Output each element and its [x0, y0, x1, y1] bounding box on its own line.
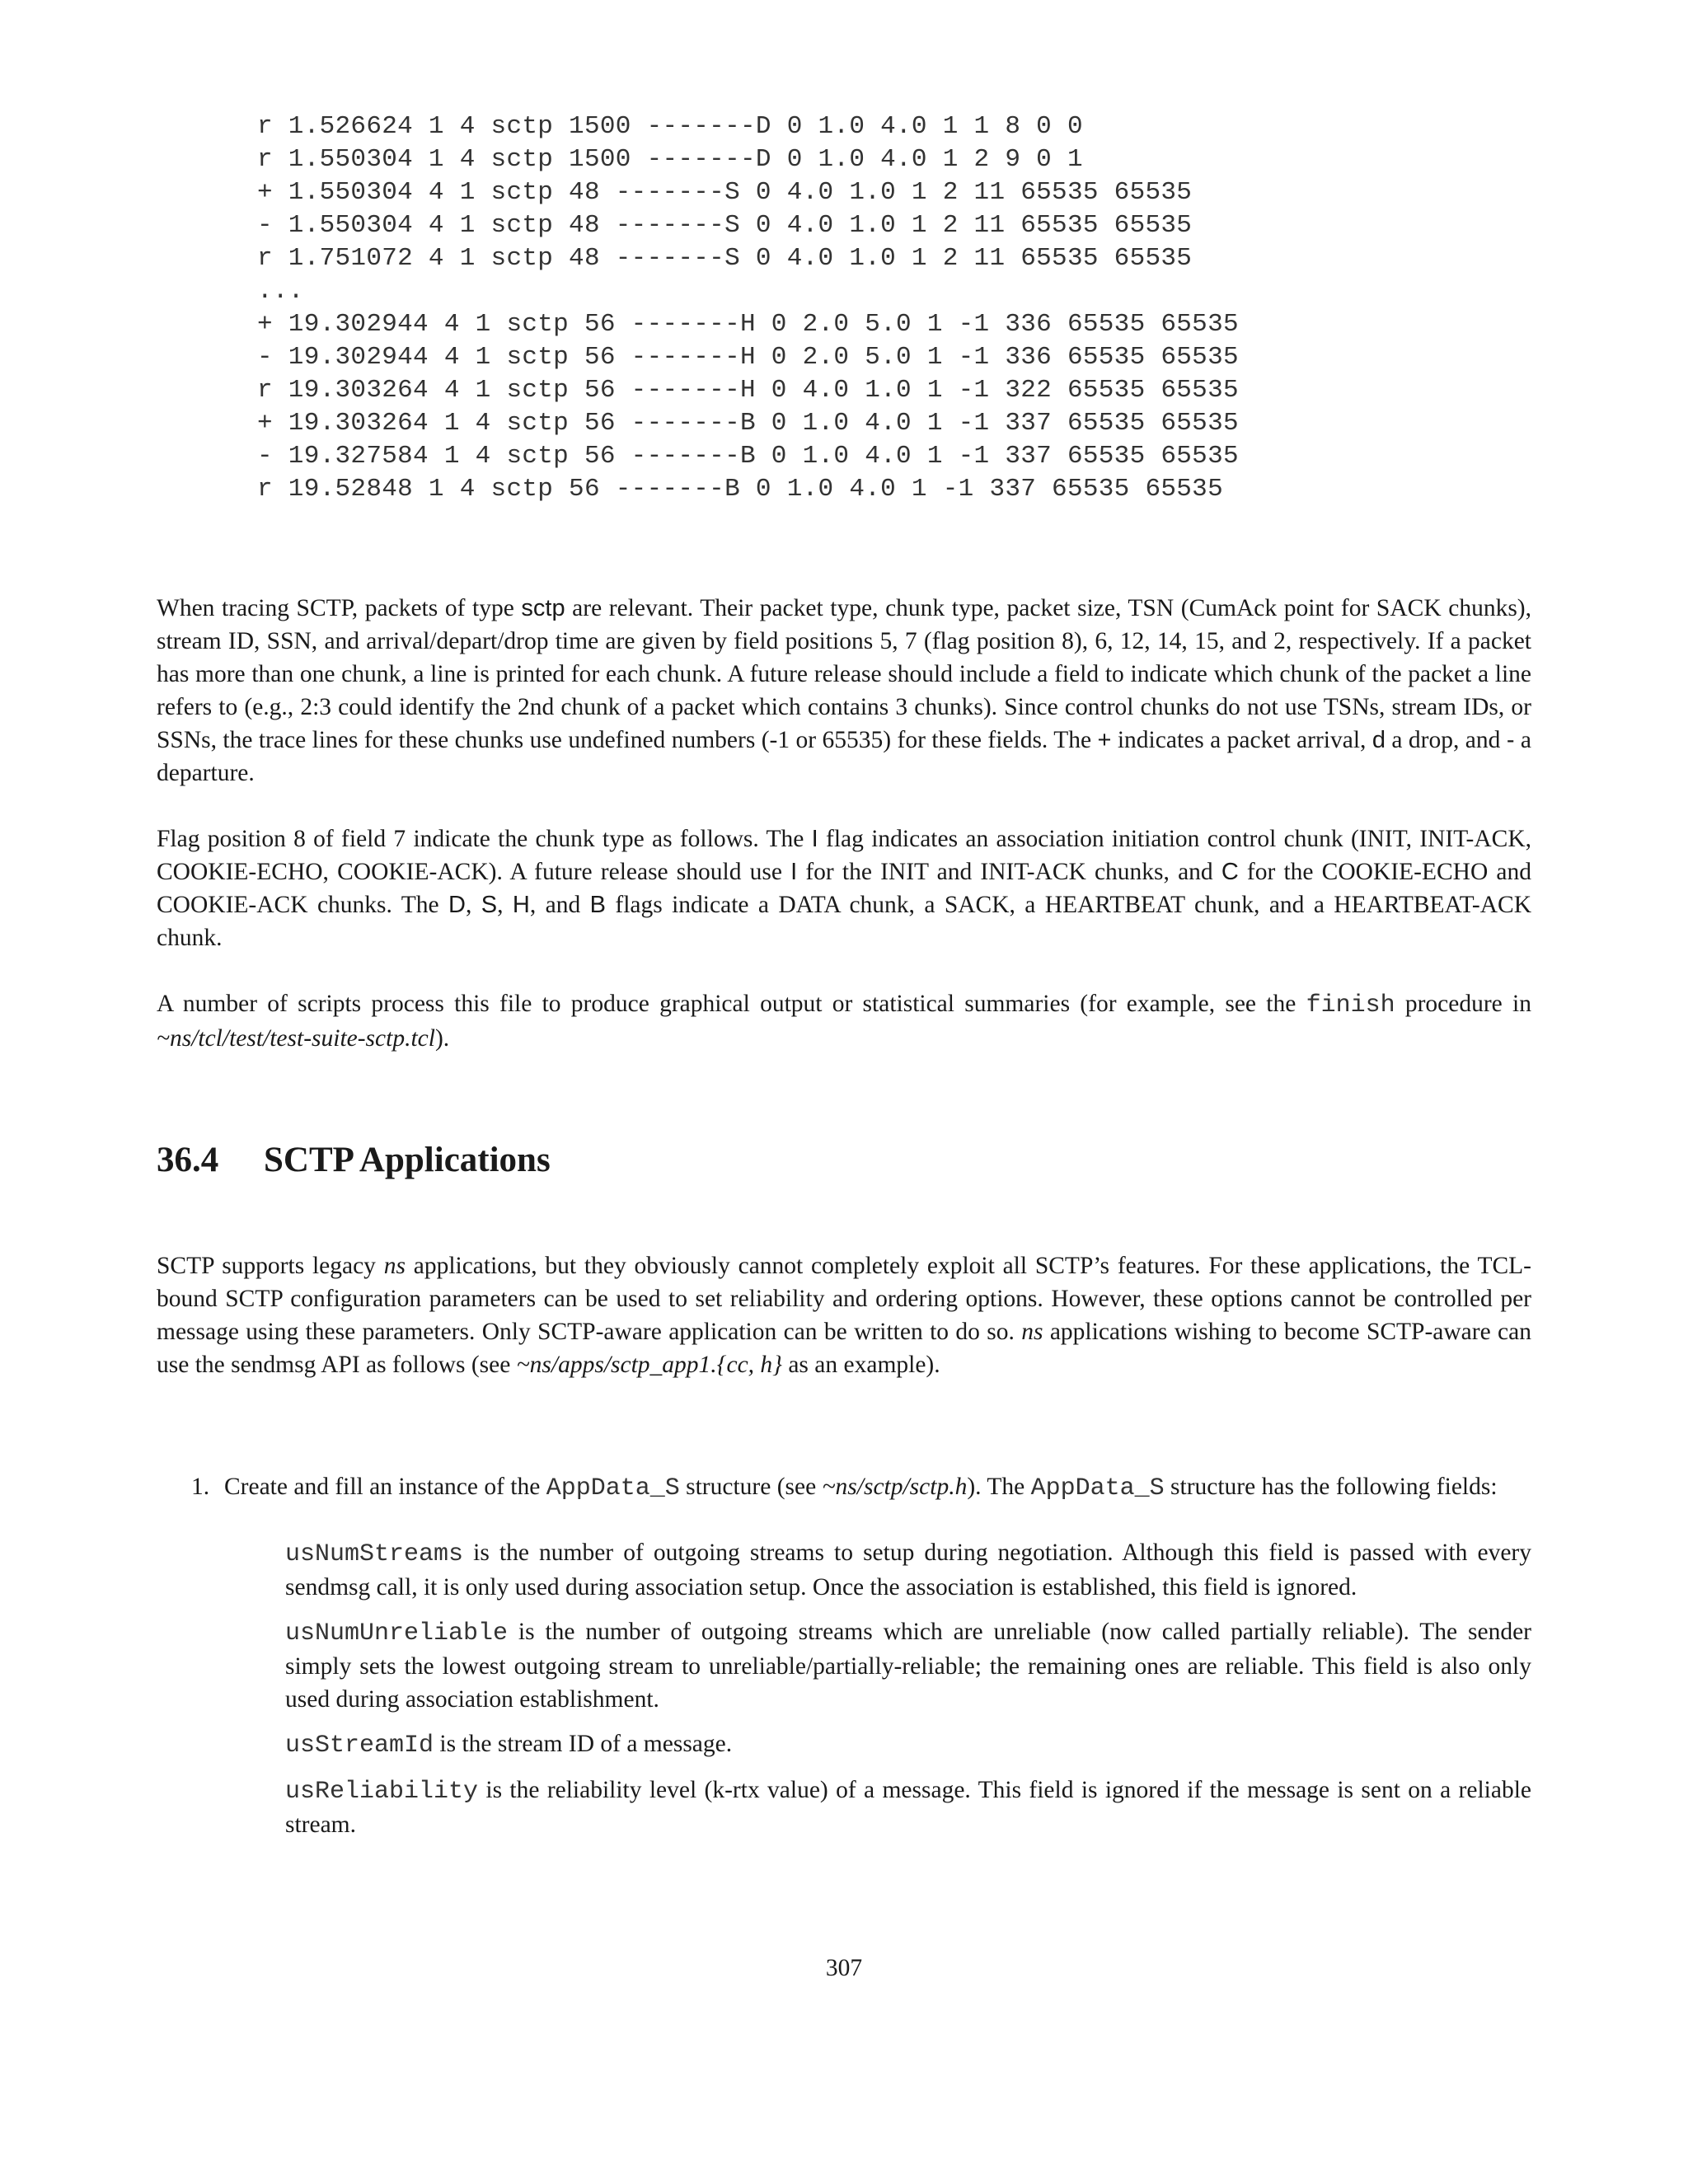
inline-code: d [1372, 727, 1386, 753]
trace-line: r 19.52848 1 4 sctp 56 -------B 0 1.0 4.0 1 -1 337 65535 65535 [257, 475, 1223, 504]
inline-code: I [811, 826, 818, 852]
inline-code: - [1506, 727, 1515, 753]
section-title: SCTP Applications [264, 1141, 551, 1179]
trace-line: + 1.550304 4 1 sctp 48 -------S 0 4.0 1.0 1 2 11 65535 65535 [257, 178, 1193, 207]
list-item [157, 1470, 1531, 1841]
paragraph-applications-intro: SCTP supports legacy ns applications, but they obviously cannot completely exploit all SCTP’s features. For these applications, the TCL-bound SCTP configuration parameters can be used to set reliability and ordering options. However, these options cannot be controlled per message using these parameters. Only SCTP-aware application can be written to do so. ns applications wishing to become SCTP-aware can use the sendmsg API as follows (see ~ns/apps/sctp_app1.{cc, h} as an example). [157, 1253, 1531, 1378]
inline-code: C [1221, 859, 1239, 885]
inline-code: sctp [521, 595, 565, 621]
inline-code: AppData_S [1030, 1474, 1165, 1502]
paragraph-trace-fields: When tracing SCTP, packets of type sctp are relevant. Their packet type, chunk type, packet size, TSN (CumAck point for SACK chunks), stream ID, SSN, and arrival/depart/drop time are given by field positions 5, 7 (flag position 8), 6, 12, 14, 15, and 2, respectively. If a packet has more than one chunk, a line is printed for each chunk. A future release should include a field to indicate which chunk of the packet a line refers to (e.g., 2:3 could identify the 2nd chunk of a packet which contains 3 chunks). Since control chunks do not use TSNs, stream IDs, or SSNs, the trace lines for these chunks use undefined numbers (-1 or 65535) for these fields. The + indicates a packet arrival, d a drop, and - a departure. [157, 595, 1532, 786]
paragraph-scripts: A number of scripts process this file to produce graphical output or statistical summaries (for example, see the finish procedure in ~ns/tcl/test/test-suite-sctp.tcl). [157, 991, 1531, 1052]
list-item-text: Create and fill an instance of the AppData_S structure (see ~ns/sctp/sctp.h). The AppData_S structure has the following fields: [224, 1474, 1498, 1502]
section-heading [157, 1137, 551, 1183]
numbered-list [157, 1470, 1531, 1853]
paragraph-chunk-flags: Flag position 8 of field 7 indicate the chunk type as follows. The I flag indicates an association initiation control chunk (INIT, INIT-ACK, COOKIE-ECHO, COOKIE-ACK). A future release should use I for the INIT and INIT-ACK chunks, and C for the COOKIE-ECHO and COOKIE-ACK chunks. The D, S, H, and B flags indicate a DATA chunk, a SACK, a HEARTBEAT chunk, and a HEARTBEAT-ACK chunk. [157, 826, 1532, 951]
field-description: usNumUnreliable is the number of outgoing streams which are unreliable (now called partially reliable). The sender simply sets the lowest outgoing stream to unreliable/partially-reliable; the remaining ones are reliable. This field is also only used during association establishment. [285, 1619, 1531, 1713]
trace-line: r 1.751072 4 1 sctp 48 -------S 0 4.0 1.0 1 2 11 65535 65535 [257, 244, 1193, 273]
inline-code: H [512, 892, 530, 918]
inline-code: + [1097, 727, 1112, 753]
trace-line: + 19.303264 1 4 sctp 56 -------B 0 1.0 4.0 1 -1 337 65535 65535 [257, 409, 1239, 438]
field-name: usStreamId [285, 1732, 434, 1760]
field-name: usNumStreams [285, 1540, 464, 1568]
inline-code: S [481, 892, 498, 918]
field-name: usReliability [285, 1778, 479, 1806]
trace-line: + 19.302944 4 1 sctp 56 -------H 0 2.0 5.0 1 -1 336 65535 65535 [257, 310, 1239, 339]
trace-line: ... [257, 277, 304, 306]
trace-line: r 19.303264 4 1 sctp 56 -------H 0 4.0 1.0 1 -1 322 65535 65535 [257, 376, 1239, 405]
field-descriptions [224, 1536, 1531, 1841]
trace-line: - 1.550304 4 1 sctp 48 -------S 0 4.0 1.0 1 2 11 65535 65535 [257, 211, 1193, 240]
trace-line: r 1.526624 1 4 sctp 1500 -------D 0 1.0 4.0 1 1 8 0 0 [257, 112, 1083, 141]
file-path: ~ns/apps/sctp_app1.{cc, h} [516, 1352, 782, 1378]
file-path: ~ns/tcl/test/test-suite-sctp.tcl [157, 1025, 435, 1052]
inline-code: I [790, 859, 798, 885]
trace-line: - 19.327584 1 4 sctp 56 -------B 0 1.0 4.0 1 -1 337 65535 65535 [257, 442, 1239, 471]
inline-code: D [448, 892, 466, 918]
field-description: usReliability is the reliability level (k-rtx value) of a message. This field is ignored if the message is sent on a reliable stream. [285, 1777, 1531, 1838]
inline-code: AppData_S [546, 1474, 680, 1502]
list-item-number: 1. [191, 1474, 210, 1500]
trace-line: - 19.302944 4 1 sctp 56 -------H 0 2.0 5.0 1 -1 336 65535 65535 [257, 343, 1239, 372]
field-name: usNumUnreliable [285, 1619, 509, 1647]
trace-output-block [257, 110, 1576, 506]
page-number: 307 [825, 1955, 863, 1981]
field-description: usStreamId is the stream ID of a message. [285, 1731, 733, 1760]
section-number: 36.4 [157, 1141, 219, 1179]
inline-code: finish [1306, 991, 1395, 1019]
inline-code: B [589, 892, 606, 918]
file-path: ~ns/sctp/sctp.h [822, 1474, 968, 1500]
trace-line: r 1.550304 1 4 sctp 1500 -------D 0 1.0 4.0 1 2 9 0 1 [257, 145, 1083, 174]
field-description: usNumStreams is the number of outgoing streams to setup during negotiation. Although this field is passed with every sendmsg call, it is only used during association setup. Once the association is established, this field is ignored. [285, 1540, 1531, 1601]
